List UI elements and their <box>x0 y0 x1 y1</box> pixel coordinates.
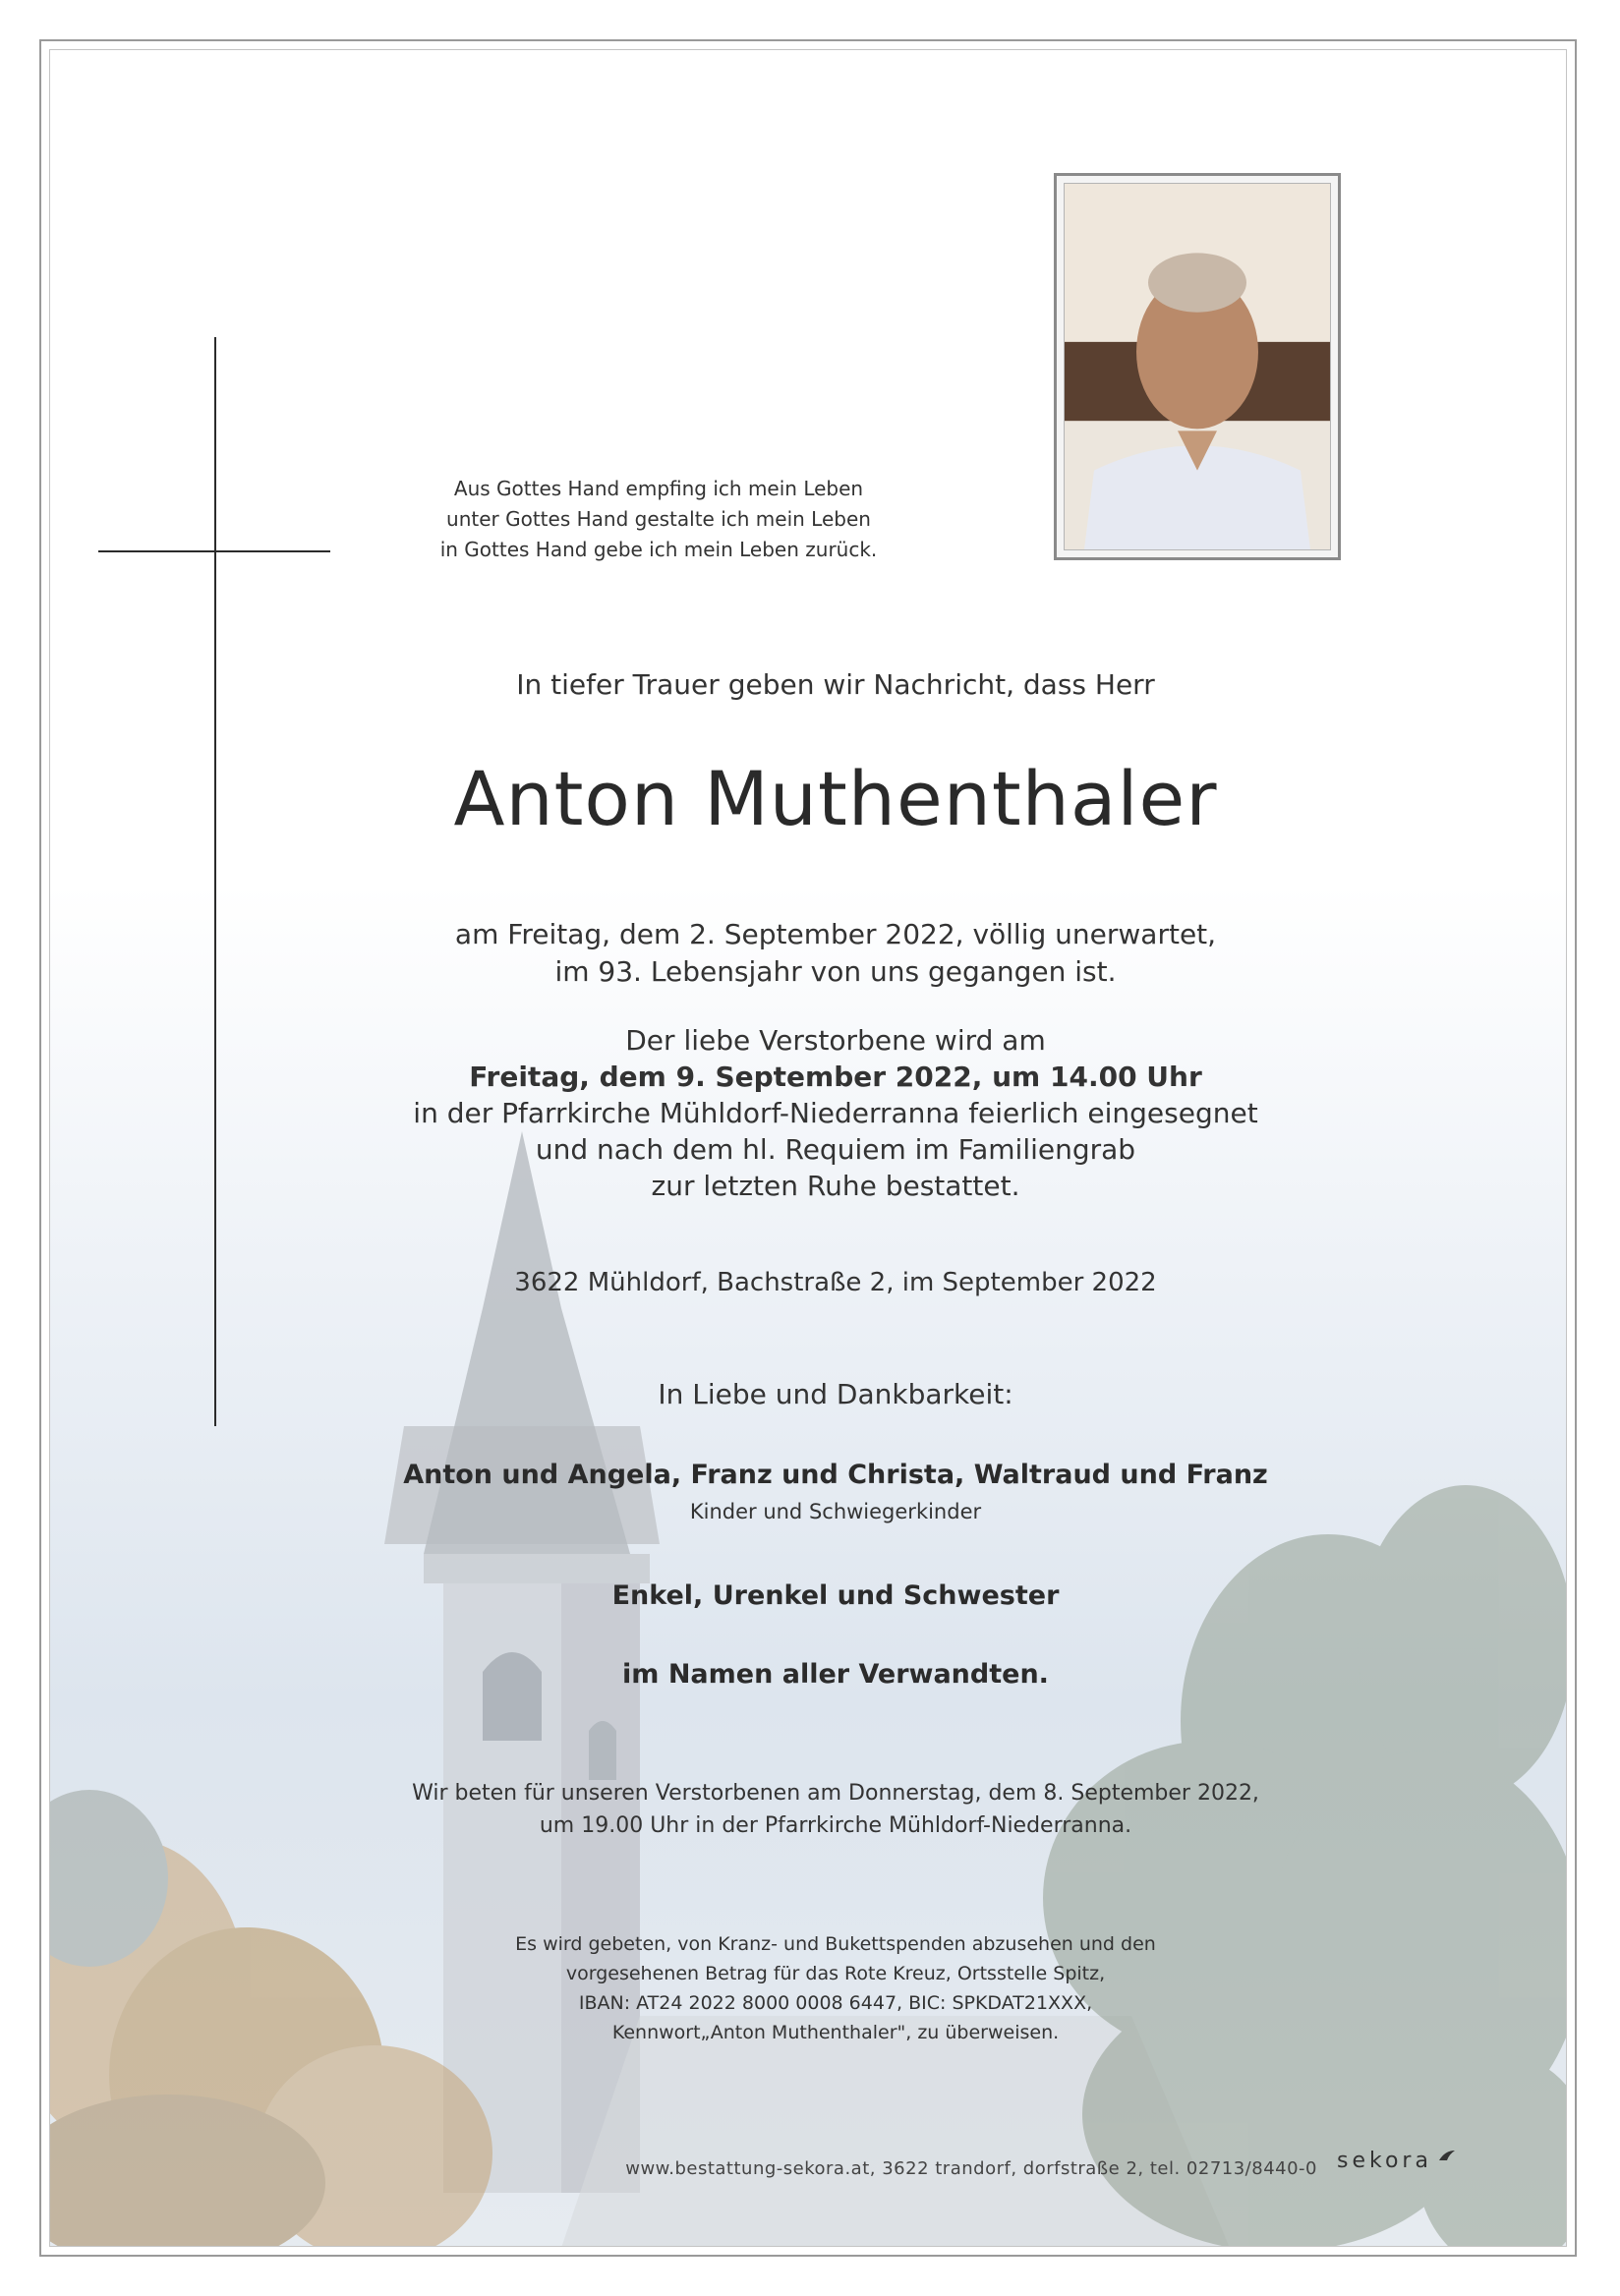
announcement-intro: In tiefer Trauer geben wir Nachricht, dass Herr <box>516 668 1155 701</box>
donation-line: IBAN: AT24 2022 8000 0008 6447, BIC: SPKDAT21XXX, <box>578 1992 1093 2014</box>
funeral-details <box>295 1022 1376 1204</box>
quote-line: unter Gottes Hand gestalte ich mein Leben <box>446 507 871 531</box>
quote-line: in Gottes Hand gebe ich mein Leben zurück. <box>439 538 878 561</box>
cross-icon <box>214 337 216 1426</box>
cross-icon-bar <box>98 550 330 552</box>
mourners-children-label: Kinder und Schwiegerkinder <box>689 1500 982 1523</box>
logo-text: sekora <box>1337 2149 1432 2173</box>
mourners-children: Anton und Angela, Franz und Christa, Waltraud und Franz <box>403 1460 1268 1490</box>
mourners-heading: In Liebe und Dankbarkeit: <box>658 1378 1013 1410</box>
bible-quote <box>393 474 924 565</box>
prayer-notice <box>295 1777 1376 1842</box>
death-line: im 93. Lebensjahr von uns gegangen ist. <box>554 955 1117 988</box>
footer-contact: www.bestattung-sekora.at, 3622 trandorf, dorfstraße 2, tel. 02713/8440-0 <box>625 2158 1317 2179</box>
mourners-grandchildren: Enkel, Urenkel und Schwester <box>611 1580 1060 1611</box>
donation-line: Kennwort„Anton Muthenthaler", zu überweisen. <box>611 2022 1060 2043</box>
sekora-logo-icon <box>1337 2149 1475 2188</box>
donation-line: vorgesehenen Betrag für das Rote Kreuz, Ortsstelle Spitz, <box>565 1963 1106 1984</box>
funeral-line: zur letzten Ruhe bestattet. <box>651 1170 1020 1202</box>
mourners-relatives: im Namen aller Verwandten. <box>622 1659 1049 1690</box>
funeral-line: in der Pfarrkirche Mühldorf-Niederranna feierlich eingesegnet <box>413 1097 1258 1129</box>
funeral-date: Freitag, dem 9. September 2022, um 14.00 Uhr <box>469 1061 1202 1093</box>
death-line: am Freitag, dem 2. September 2022, völlig unerwartet, <box>454 918 1217 950</box>
place-date: 3622 Mühldorf, Bachstraße 2, im September 2022 <box>514 1268 1157 1297</box>
prayer-line: um 19.00 Uhr in der Pfarrkirche Mühldorf-Niederranna. <box>539 1813 1132 1838</box>
death-notice <box>295 916 1376 991</box>
portrait-photo-frame <box>1054 173 1341 560</box>
deceased-name: Anton Muthenthaler <box>453 755 1218 842</box>
quote-line: Aus Gottes Hand empfing ich mein Leben <box>453 477 864 500</box>
bird-icon <box>1437 2149 1457 2164</box>
prayer-line: Wir beten für unseren Verstorbenen am Donnerstag, dem 8. September 2022, <box>412 1781 1259 1806</box>
funeral-line: und nach dem hl. Requiem im Familiengrab <box>535 1133 1136 1166</box>
donation-notice <box>295 1929 1376 2047</box>
funeral-line: Der liebe Verstorbene wird am <box>625 1024 1046 1057</box>
donation-line: Es wird gebeten, von Kranz- und Bukettspenden abzusehen und den <box>515 1933 1156 1955</box>
portrait-photo <box>1065 184 1330 549</box>
